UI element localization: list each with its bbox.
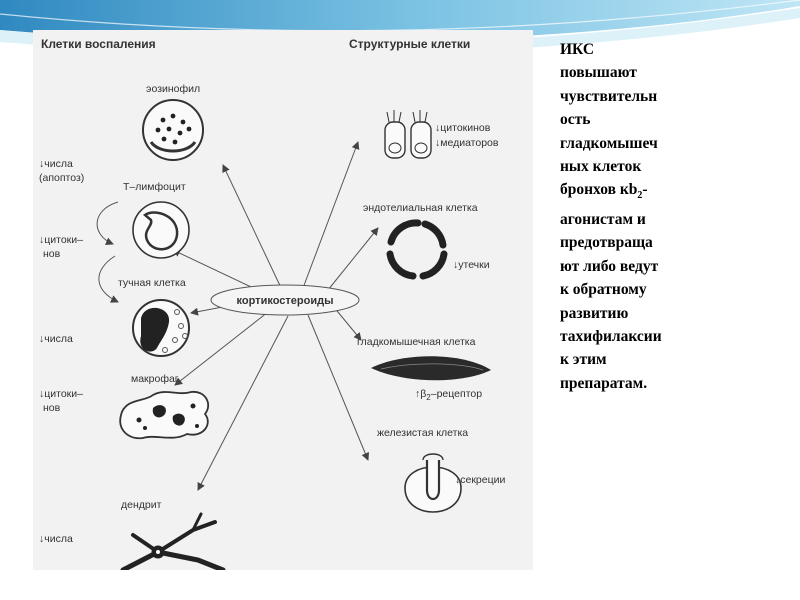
- arrow-endothelial: [328, 228, 378, 290]
- macrophage-cell: [120, 392, 208, 438]
- effect-fewer-2: ↓числа: [39, 333, 73, 345]
- arrow-dendrite: [198, 316, 288, 490]
- side-text-line: к обратному: [560, 281, 647, 299]
- header-inflammatory-cells: Клетки воспаления: [41, 37, 156, 51]
- corticosteroid-diagram: [33, 30, 533, 570]
- effect-cytokines-2-line1: ↓цитоки–: [39, 388, 83, 400]
- side-text-line: к этим: [560, 351, 607, 369]
- side-text-line: ных клеток: [560, 158, 642, 176]
- label-smooth-muscle: гладкомышечная клетка: [357, 336, 476, 348]
- curve-arrow-2: [99, 256, 118, 302]
- side-text-block: [560, 38, 720, 395]
- side-text-line: тахифилаксии: [560, 327, 662, 345]
- glandular-cell: [405, 454, 461, 512]
- endothelial-ring: [390, 223, 444, 276]
- effect-cytokines-1-line1: ↓цитоки–: [39, 234, 83, 246]
- side-text-line: ИКС: [560, 41, 595, 58]
- mast-cell: [133, 300, 189, 356]
- arrow-structural: [303, 142, 358, 288]
- side-text-line: ость: [560, 111, 591, 129]
- label-dendrite: дендрит: [121, 499, 162, 511]
- dendritic-cell: [123, 514, 223, 570]
- smooth-muscle-cell: [371, 356, 491, 380]
- t-lymphocyte-cell: [133, 202, 189, 258]
- side-text-line: повышают: [560, 64, 637, 82]
- corticosteroids-label: кортикостероиды: [236, 295, 334, 307]
- curve-arrow-1: [97, 202, 118, 244]
- label-glandular: железистая клетка: [377, 427, 469, 439]
- side-text-line: препаратам.: [560, 374, 648, 392]
- arrows: [173, 142, 378, 490]
- effect-cytokines-2-line2: нов: [43, 402, 61, 414]
- label-endothelial: эндотелиальная клетка: [363, 202, 478, 214]
- effect-apoptosis: (апоптоз): [39, 172, 85, 184]
- effect-fewer-3: ↓числа: [39, 533, 73, 545]
- effect-beta2-receptor: $↑\beta_2$–рецептор: [415, 388, 483, 402]
- eosinophil-cell: [143, 100, 203, 160]
- arrow-eosinophil: [223, 165, 283, 292]
- label-t-lymphocyte: Т–лимфоцит: [123, 181, 186, 193]
- epithelial-cells: [385, 110, 431, 158]
- side-text-line-with-subscript: бронхов $кb_2-$: [560, 181, 648, 202]
- label-mast-cell: тучная клетка: [118, 277, 186, 289]
- side-text-line: гладкомышеч: [560, 134, 658, 152]
- side-text-line: агонистам и: [560, 210, 646, 228]
- side-text-line: предотвраща: [560, 234, 653, 252]
- label-eosinophil: эозинофил: [146, 83, 201, 95]
- effect-cytokines-structural: ↓цитокинов: [435, 122, 491, 134]
- label-macrophage: макрофаг: [131, 373, 179, 385]
- effect-leakage: ↓утечки: [453, 259, 490, 271]
- effect-cytokines-1-line2: нов: [43, 248, 61, 260]
- header-structural-cells: Структурные клетки: [349, 37, 471, 51]
- side-text-line: ют либо ведут: [560, 257, 659, 275]
- effect-secretion: ↓секреции: [455, 474, 506, 486]
- effect-fewer-1: ↓числа: [39, 158, 73, 170]
- side-text-line: чувствительн: [560, 87, 658, 105]
- side-text-line: развитию: [560, 304, 629, 322]
- effect-mediators: ↓медиаторов: [435, 137, 499, 149]
